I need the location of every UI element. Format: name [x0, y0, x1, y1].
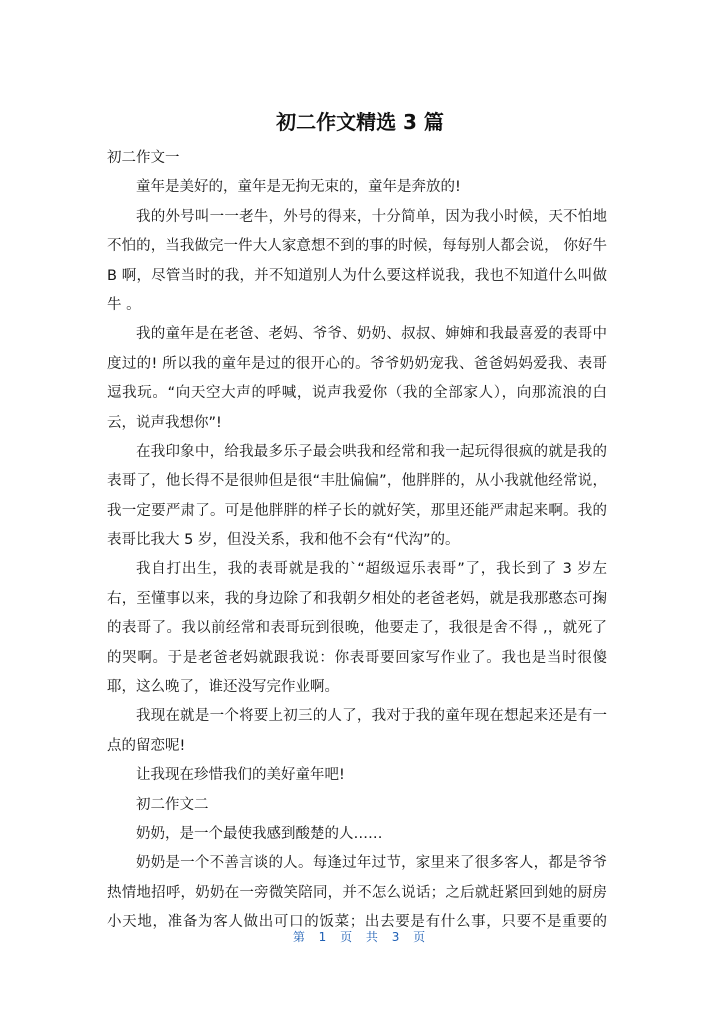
- text-line: 我的外号叫一一老牛，外号的得来，十分简单，因为我小时候，天不怕地: [136, 208, 607, 225]
- text-line: 奶奶是一个不善言谈的人。每逢过年过节，家里来了很多客人，都是爷爷: [136, 855, 607, 872]
- text-line: 奶奶，是一个最使我感到酸楚的人……: [136, 825, 383, 842]
- text-line: 点的留恋呢!: [107, 737, 186, 754]
- text-line: 表哥比我大 5 岁，但没关系，我和他不会有“代沟”的。: [107, 532, 460, 549]
- text-line: 小天地，准备为客人做出可口的饭菜；出去要是有什么事，只要不是重要的: [107, 914, 607, 931]
- document-title: 初二作文精选 3 篇: [276, 110, 444, 134]
- text-line: 的表哥了。我以前经常和表哥玩到很晚，他要走了，我很是舍不得 ,，就死了: [107, 620, 607, 637]
- text-line: B 啊，尽管当时的我，并不知道别人为什么要这样说我，我也不知道什么叫做: [107, 267, 607, 284]
- document-body: [107, 144, 607, 938]
- page-footer: 第 1 页 共 3 页: [292, 930, 428, 944]
- text-line: 我现在就是一个将要上初三的人了，我对于我的童年现在想起来还是有一: [136, 708, 607, 725]
- text-line: 牛 。: [107, 296, 141, 313]
- text-line: 我自打出生，我的表哥就是我的`“超级逗乐表哥”了，我长到了 3 岁左: [136, 561, 607, 578]
- text-line: 的哭啊。于是老爸老妈就跟我说：你表哥要回家写作业了。我也是当时很傻: [107, 649, 607, 666]
- text-line: 右，至懂事以来，我的身边除了和我朝夕相处的老爸老妈，就是我那憨态可掬: [107, 590, 607, 607]
- text-line: 我一定要严肃了。可是他胖胖的样子长的就好笑，那里还能严肃起来啊。我的: [107, 502, 607, 519]
- text-line: 热情地招呼，奶奶在一旁微笑陪同，并不怎么说话；之后就赶紧回到她的厨房: [107, 884, 607, 901]
- text-line: 初二作文二: [136, 796, 209, 813]
- text-line: 让我现在珍惜我们的美好童年吧!: [136, 767, 345, 784]
- text-line: 不怕的，当我做完一件大人家意想不到的事的时候，每每别人都会说， 你好牛: [107, 238, 607, 255]
- text-line: 在我印象中，给我最多乐子最会哄我和经常和我一起玩得很疯的就是我的: [136, 443, 607, 460]
- text-line: 度过的! 所以我的童年是过的很开心的。爷爷奶奶宠我、爸爸妈妈爱我、表哥: [107, 355, 607, 372]
- text-line: 我的童年是在老爸、老妈、爷爷、奶奶、叔叔、婶婶和我最喜爱的表哥中: [136, 326, 607, 343]
- text-line: 耶，这么晚了，谁还没写完作业啊。: [107, 679, 339, 696]
- text-line: 童年是美好的，童年是无拘无束的，童年是奔放的!: [136, 179, 461, 196]
- text-line: 云，说声我想你”!: [107, 414, 222, 431]
- text-line: 逗我玩。“向天空大声的呼喊，说声我爱你（我的全部家人），向那流浪的白: [107, 385, 607, 402]
- text-line: 初二作文一: [107, 150, 180, 166]
- text-line: 表哥了，他长得不是很帅但是很“丰肚偏偏”，他胖胖的，从小我就他经常说，: [107, 473, 607, 490]
